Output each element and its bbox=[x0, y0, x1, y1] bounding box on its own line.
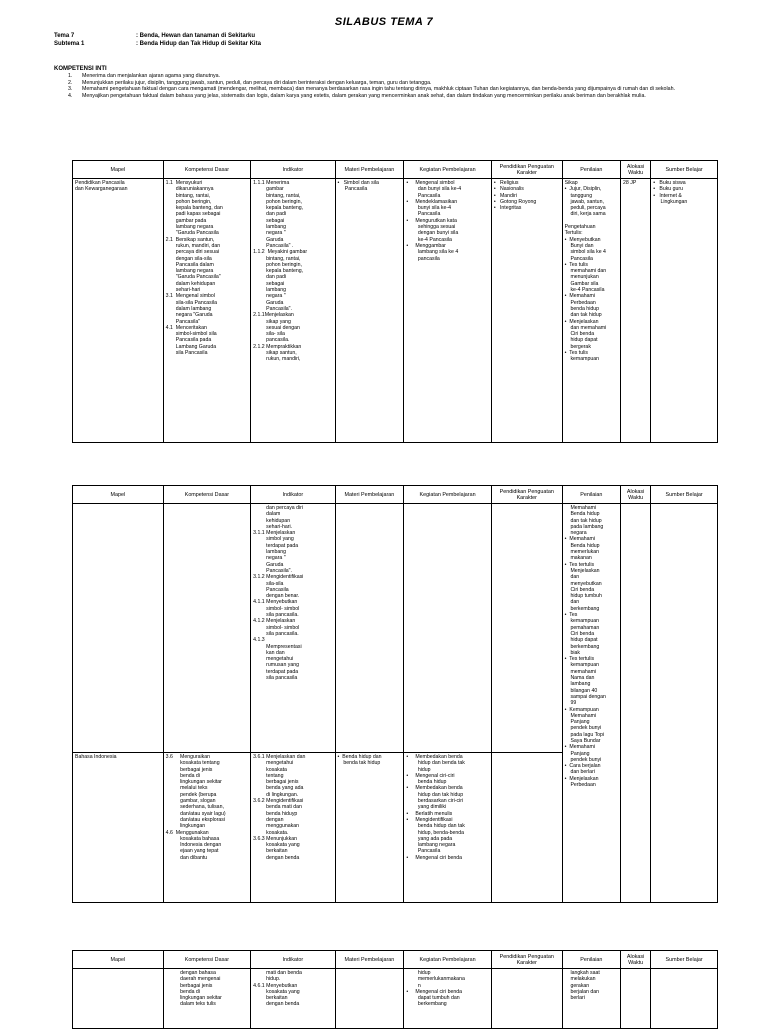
ki-item-text: Menerima dan menjalankan ajaran agama yang dianutnya. bbox=[82, 73, 221, 79]
cell-penilaian: langkah saat melakukan gerakan berjalan dan berlari bbox=[562, 969, 620, 1029]
header-kompetensi-dasar: Kompetensi Dasar bbox=[163, 486, 251, 504]
header-karakter: Pendidikan Penguatan Karakter bbox=[491, 951, 562, 969]
cell-karakter bbox=[491, 969, 562, 1029]
header-karakter: Pendidikan Penguatan Karakter bbox=[491, 486, 562, 504]
cell-mapel bbox=[73, 969, 164, 1029]
table-header-row bbox=[73, 951, 718, 969]
cell-mapel: Bahasa Indonesia bbox=[73, 753, 164, 903]
header-sumber: Sumber Belajar bbox=[651, 486, 718, 504]
cell-kompetensi-dasar: dengan bahasa daerah mengenai berbagai jenis benda di lingkungan sekitar dalam teks tulis bbox=[163, 969, 251, 1029]
header-karakter: Pendidikan Penguatan Karakter bbox=[491, 161, 562, 179]
silabus-table bbox=[72, 485, 718, 903]
cell-sumber: • Buku siswa • Buku guru • Internet & Lingkungan bbox=[651, 179, 718, 443]
meta-tema bbox=[54, 32, 255, 40]
cell-materi: • Simbol dan sila Pancasila bbox=[335, 179, 404, 443]
header-alokasi: Alokasi Waktu bbox=[621, 951, 651, 969]
header-indikator: Indikator bbox=[251, 951, 335, 969]
meta-tema-value: : Benda, Hewan dan tanaman di Sekitarku bbox=[136, 33, 256, 39]
header-materi: Materi Pembelajaran bbox=[335, 486, 404, 504]
ki-item-number: 1. bbox=[68, 73, 73, 79]
header-penilaian: Penilaian bbox=[562, 951, 620, 969]
cell-mapel: Pendidikan Pancasila dan Kewarganegaraan bbox=[73, 179, 164, 443]
cell-indikator: 1.1.1 Menerima gambar bintang, rantai, pohon beringin, kepala banteng, dan padi sebagai lambang negara " Garuda Pancasila" . 1.1.2 Meyakini gambar bintang, rantai, pohon beringin, kepala banteng, dan padi sebagai lambang negara " Garuda Pancasila". 2.1.1Menjelaskan sikap yang sesuai dengan sila- sila pancasila. 2.1.2 Mempraktikkan sikap santun, rukun, mandiri, bbox=[251, 179, 335, 443]
header-mapel: Mapel bbox=[73, 486, 164, 504]
header-mapel: Mapel bbox=[73, 951, 164, 969]
cell-kegiatan: hidup memerlukanmakana n • Mengenal ciri benda dapat tumbuh dan berkembang bbox=[404, 969, 492, 1029]
cell-indikator: mati dan benda hidup. 4.6.1 Menyebutkan kosakata yang berkaitan dengan benda bbox=[251, 969, 335, 1029]
meta-subtema-value: : Benda Hidup dan Tak Hidup di Sekitar Kita bbox=[136, 41, 261, 47]
document-title: SILABUS TEMA 7 bbox=[334, 16, 434, 28]
ki-item-number: 3. bbox=[68, 86, 73, 93]
header-kegiatan: Kegiatan Pembelajaran bbox=[404, 486, 492, 504]
header-materi: Materi Pembelajaran bbox=[335, 161, 404, 179]
cell-kompetensi-dasar bbox=[163, 504, 251, 753]
ki-item-text: Memahami pengetahuan faktual dengan cara mengamati (mendengar, melihat, membaca) dan menanya berdasarkan rasa ingin tahu tentang dirinya, makhluk ciptaan Tuhan dan kegiatannya, dan benda-benda yang dijumpainya di rumah dan di sekolah. bbox=[82, 86, 676, 93]
ki-item-text: Menyajikan pengetahuan faktual dalam bahasa yang jelas, sistematis dan logis, dalam karya yang estetis, dalam gerakan yang mencerminkan anak sehat, dan dalam tindakan yang mencerminkan perilaku anak beriman dan berakhlak mulia. bbox=[82, 92, 646, 99]
ki-item bbox=[54, 93, 714, 100]
cell-kompetensi-dasar: 1.1 Mensyukuri dikaruniakannya bintang, rantai, pohon beringin, kepala banteng, dan padi kapas sebagai gambar pada lambang negara "Garuda Pancasila 2.1 Bersikap santun, rukun, mandiri, dan percaya diri sesuai dengan sila-sila Pancasila dalam lambang negara "Garuda Pancasila" dalam kehidupan sehari-hari 3.1 Mengenal simbol sila-sila Pancasila dalam lambang negara "Garuda Pancasila" 4.1 Menceritakan simbol-simbol sila Pancasila pada Lambang Garuda sila Pancasila bbox=[163, 179, 251, 443]
table-row bbox=[73, 179, 718, 443]
cell-penilaian: Memahami Benda hidup dan tak hidup pada lambang negara • Memahami Benda hidup memerlukan makanan • Tes tertulis Menjelaskan dan menyebutkan Ciri benda hidup tumbuh dan berkembang • Tes kemampuan pemahaman Ciri benda hidup dapat berkembang biak • Tes tertulis kemampuan memahami Nama dan lambang bilangan 40 sampai dengan 99 • Kemampuan Memahami Panjang pendek bunyi pada lagu Topi Saya Bundar • Memahami Panjang pendek bunyi • Cara berjalan dan berlari • Menjelaskan Perbedaan bbox=[562, 504, 620, 903]
cell-materi bbox=[335, 504, 404, 753]
silabus-table bbox=[72, 160, 718, 443]
header-kompetensi-dasar: Kompetensi Dasar bbox=[163, 161, 251, 179]
meta-subtema bbox=[54, 40, 261, 48]
kompetensi-inti-list bbox=[54, 73, 714, 99]
header-kegiatan: Kegiatan Pembelajaran bbox=[404, 951, 492, 969]
header-indikator: Indikator bbox=[251, 486, 335, 504]
cell-kompetensi-dasar: 3.6 Menguraikan kosakata tentang berbagai jenis benda di lingkungan sekitar melalui teks pendek (berupa gambar, slogan sederhana, tulisan, dan/atau syair lagu) dan/atau eksplorasi lingkungan 4.6 Menggunakan kosakata bahasa Indonesia dengan ejaan yang tepat dan dibantu bbox=[163, 753, 251, 903]
header-penilaian: Penilaian bbox=[562, 161, 620, 179]
cell-kegiatan bbox=[404, 504, 492, 753]
cell-sumber bbox=[651, 969, 718, 1029]
header-sumber: Sumber Belajar bbox=[651, 161, 718, 179]
cell-kegiatan: • Membedakan benda hidup dan benda tak hidup • Mengenal ciri-ciri benda hidup • Membedakan benda hidup dan tak hidup berdasarkan ciri-ciri yang dimiliki • Berlatih menulis • Mengidentifikasi benda hidup dan tak hidup, benda-benda yang ada pada lambang negara Pancasila • Mengenal ciri benda bbox=[404, 753, 492, 903]
cell-kegiatan: • Mengenal simbol dan bunyi sila ke-4 Pancasila • Mendeklamasikan bunyi sila ke-4 Pancasila • Mengurutkan kata sehingga sesuai dengan bunyi sila ke-4 Pancasila • Menggambar lambang sila ke 4 pancasila bbox=[404, 179, 492, 443]
header-alokasi: Alokasi Waktu bbox=[621, 486, 651, 504]
cell-indikator: 3.6.1 Menjelaskan dan mengetahui kosakata tentang berbagai jenis benda yang ada di lingkungan. 3.6.2 Mengidentifikasi benda mati dan benda hiduyp dengan menggunakan kosakata. 3.6.3 Menunjukkan kosakata yang berkaitan dengan benda bbox=[251, 753, 335, 903]
cell-mapel bbox=[73, 504, 164, 753]
header-penilaian: Penilaian bbox=[562, 486, 620, 504]
table-header-row bbox=[73, 161, 718, 179]
meta-subtema-key: Subtema 1 bbox=[54, 41, 85, 47]
cell-alokasi bbox=[621, 969, 651, 1029]
cell-indikator: dan percaya diri dalam kehidupan sehari-hari. 3.1.1 Menjelaskan simbol yang terdapat pada lambang negara " Garuda Pancasila". 3.1.2 Mengidentifikasi sila-sila Pancasila dengan benar. 4.1.1 Menyebutkan simbol- simbol sila pancasila. 4.1.2 Menjelaskan simbol- simbol sila pancasila. 4.1.3 Mempresentasi kan dan mengetahui rumusan yang terdapat pada sila pancasila bbox=[251, 504, 335, 753]
meta-tema-key: Tema 7 bbox=[54, 33, 75, 39]
header-kegiatan: Kegiatan Pembelajaran bbox=[404, 161, 492, 179]
kompetensi-inti-heading: KOMPETENSI INTI bbox=[54, 66, 107, 72]
cell-karakter bbox=[491, 504, 562, 753]
cell-karakter: • Religius • Nasionalis • Mandiri • Gotong Royong • Integritas bbox=[491, 179, 562, 443]
cell-alokasi bbox=[621, 504, 651, 903]
header-kompetensi-dasar: Kompetensi Dasar bbox=[163, 951, 251, 969]
ki-item bbox=[54, 73, 714, 80]
table-row bbox=[73, 969, 718, 1029]
ki-item bbox=[54, 86, 714, 93]
ki-item-number: 4. bbox=[68, 92, 73, 99]
cell-materi bbox=[335, 969, 404, 1029]
header-alokasi: Alokasi Waktu bbox=[621, 161, 651, 179]
cell-sumber bbox=[651, 504, 718, 903]
header-mapel: Mapel bbox=[73, 161, 164, 179]
header-sumber: Sumber Belajar bbox=[651, 951, 718, 969]
cell-materi: • Benda hidup dan benda tak hidup bbox=[335, 753, 404, 903]
header-indikator: Indikator bbox=[251, 161, 335, 179]
table-header-row bbox=[73, 486, 718, 504]
cell-penilaian: Sikap • Jujur, Disiplin, tanggung jawab, santun, peduli, percaya diri, kerja sama Pengetahuan Tertulis: • Menyebutkan Bunyi dan simbol sila ke 4 Pancasila • Tes tulis memahami dan menunjukan Gambar sila ke-4 Pancasila • Memahami Perbedaan benda hidup dan tak hidup • Menjelaskan dan memahami Ciri benda hidup dapat bergerak • Tes tulis kemampuan bbox=[562, 179, 620, 443]
cell-karakter bbox=[491, 753, 562, 903]
cell-alokasi: 28 JP bbox=[621, 179, 651, 443]
header-materi: Materi Pembelajaran bbox=[335, 951, 404, 969]
silabus-table bbox=[72, 950, 718, 1029]
ki-item-text: Menunjukkan perilaku jujur, disiplin, tanggung jawab, santun, peduli, dan percaya diri dalam berinteraksi dengan keluarga, teman, guru dan tetangga. bbox=[82, 79, 432, 86]
ki-item-number: 2. bbox=[68, 79, 73, 86]
ki-item bbox=[54, 80, 714, 87]
table-row bbox=[73, 504, 718, 753]
